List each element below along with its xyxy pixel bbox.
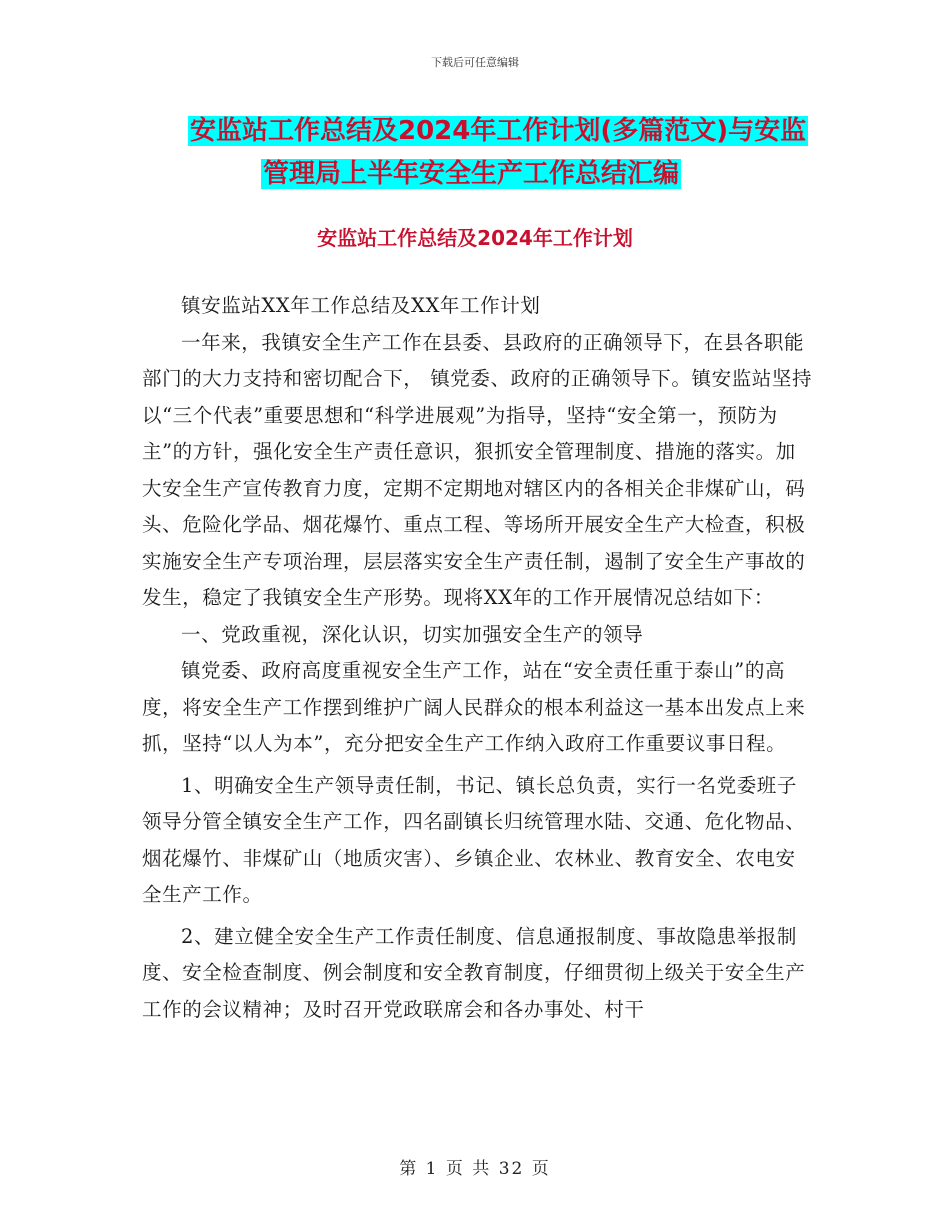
paragraph-intro: 一年来，我镇安全生产工作在县委、县政府的正确领导下，在县各职能部门的大力支持和密切配合下， 镇党委、政府的正确领导下。镇安监站坚持以“三个代表”重要思想和“科学进展观”为指导，坚持“安全第一，预防为主”的方针，强化安全生产责任意识，狠抓安全管理制度、措施的落实。加大安全生产宣传教育力度，定期不定期地对辖区内的各相关企非煤矿山，码头、危险化学品、烟花爆竹、重点工程、等场所开展安全生产大检查，积极实施安全生产专项治理，层层落实安全生产责任制，遏制了安全生产事故的发生，稳定了我镇安全生产形势。现将XX年的工作开展情况总结如下： <box>142 330 813 609</box>
paragraph-item-1: 1、明确安全生产领导责任制，书记、镇长总负责，实行一名党委班子领导分管全镇安全生产工作，四名副镇长归统管理水陆、交通、危化物品、烟花爆竹、非煤矿山（地质灾害）、乡镇企业、农林业、教育安全、农电安全生产工作。 <box>142 773 806 906</box>
header-note: 下载后可任意编辑 <box>431 56 519 69</box>
paragraph-party-attention: 镇党委、政府高度重视安全生产工作，站在“安全责任重于泰山”的高度，将安全生产工作摆到维护广阔人民群众的根本利益这一基本出发点上来抓，坚持“以人为本”，充分把安全生产工作纳入政府工作重要议事日程。 <box>142 659 806 755</box>
title-highlight-1: 安监站工作总结及2024年工作计划(多篇范文)与安监 <box>190 116 807 146</box>
title-line-1 <box>188 110 828 153</box>
document-title <box>188 110 828 196</box>
document-body <box>142 288 814 1028</box>
title-line-2 <box>188 153 828 196</box>
paragraph-heading-1: 一、党政重视，深化认识，切实加强安全生产的领导 <box>181 622 644 646</box>
title-highlight-2: 管理局上半年安全生产工作总结汇编 <box>263 159 680 189</box>
section-title: 安监站工作总结及2024年工作计划 <box>317 226 633 250</box>
paragraph-subtitle: 镇安监站XX年工作总结及XX年工作计划 <box>181 294 541 317</box>
paragraph-item-2: 2、建立健全安全生产工作责任制度、信息通报制度、事故隐患举报制度、安全检查制度、例会制度和安全教育制度，仔细贯彻上级关于安全生产工作的会议精神；及时召开党政联席会和各办事处、村干 <box>142 924 806 1021</box>
page-footer: 第 1 页 共 32 页 <box>399 1159 551 1179</box>
